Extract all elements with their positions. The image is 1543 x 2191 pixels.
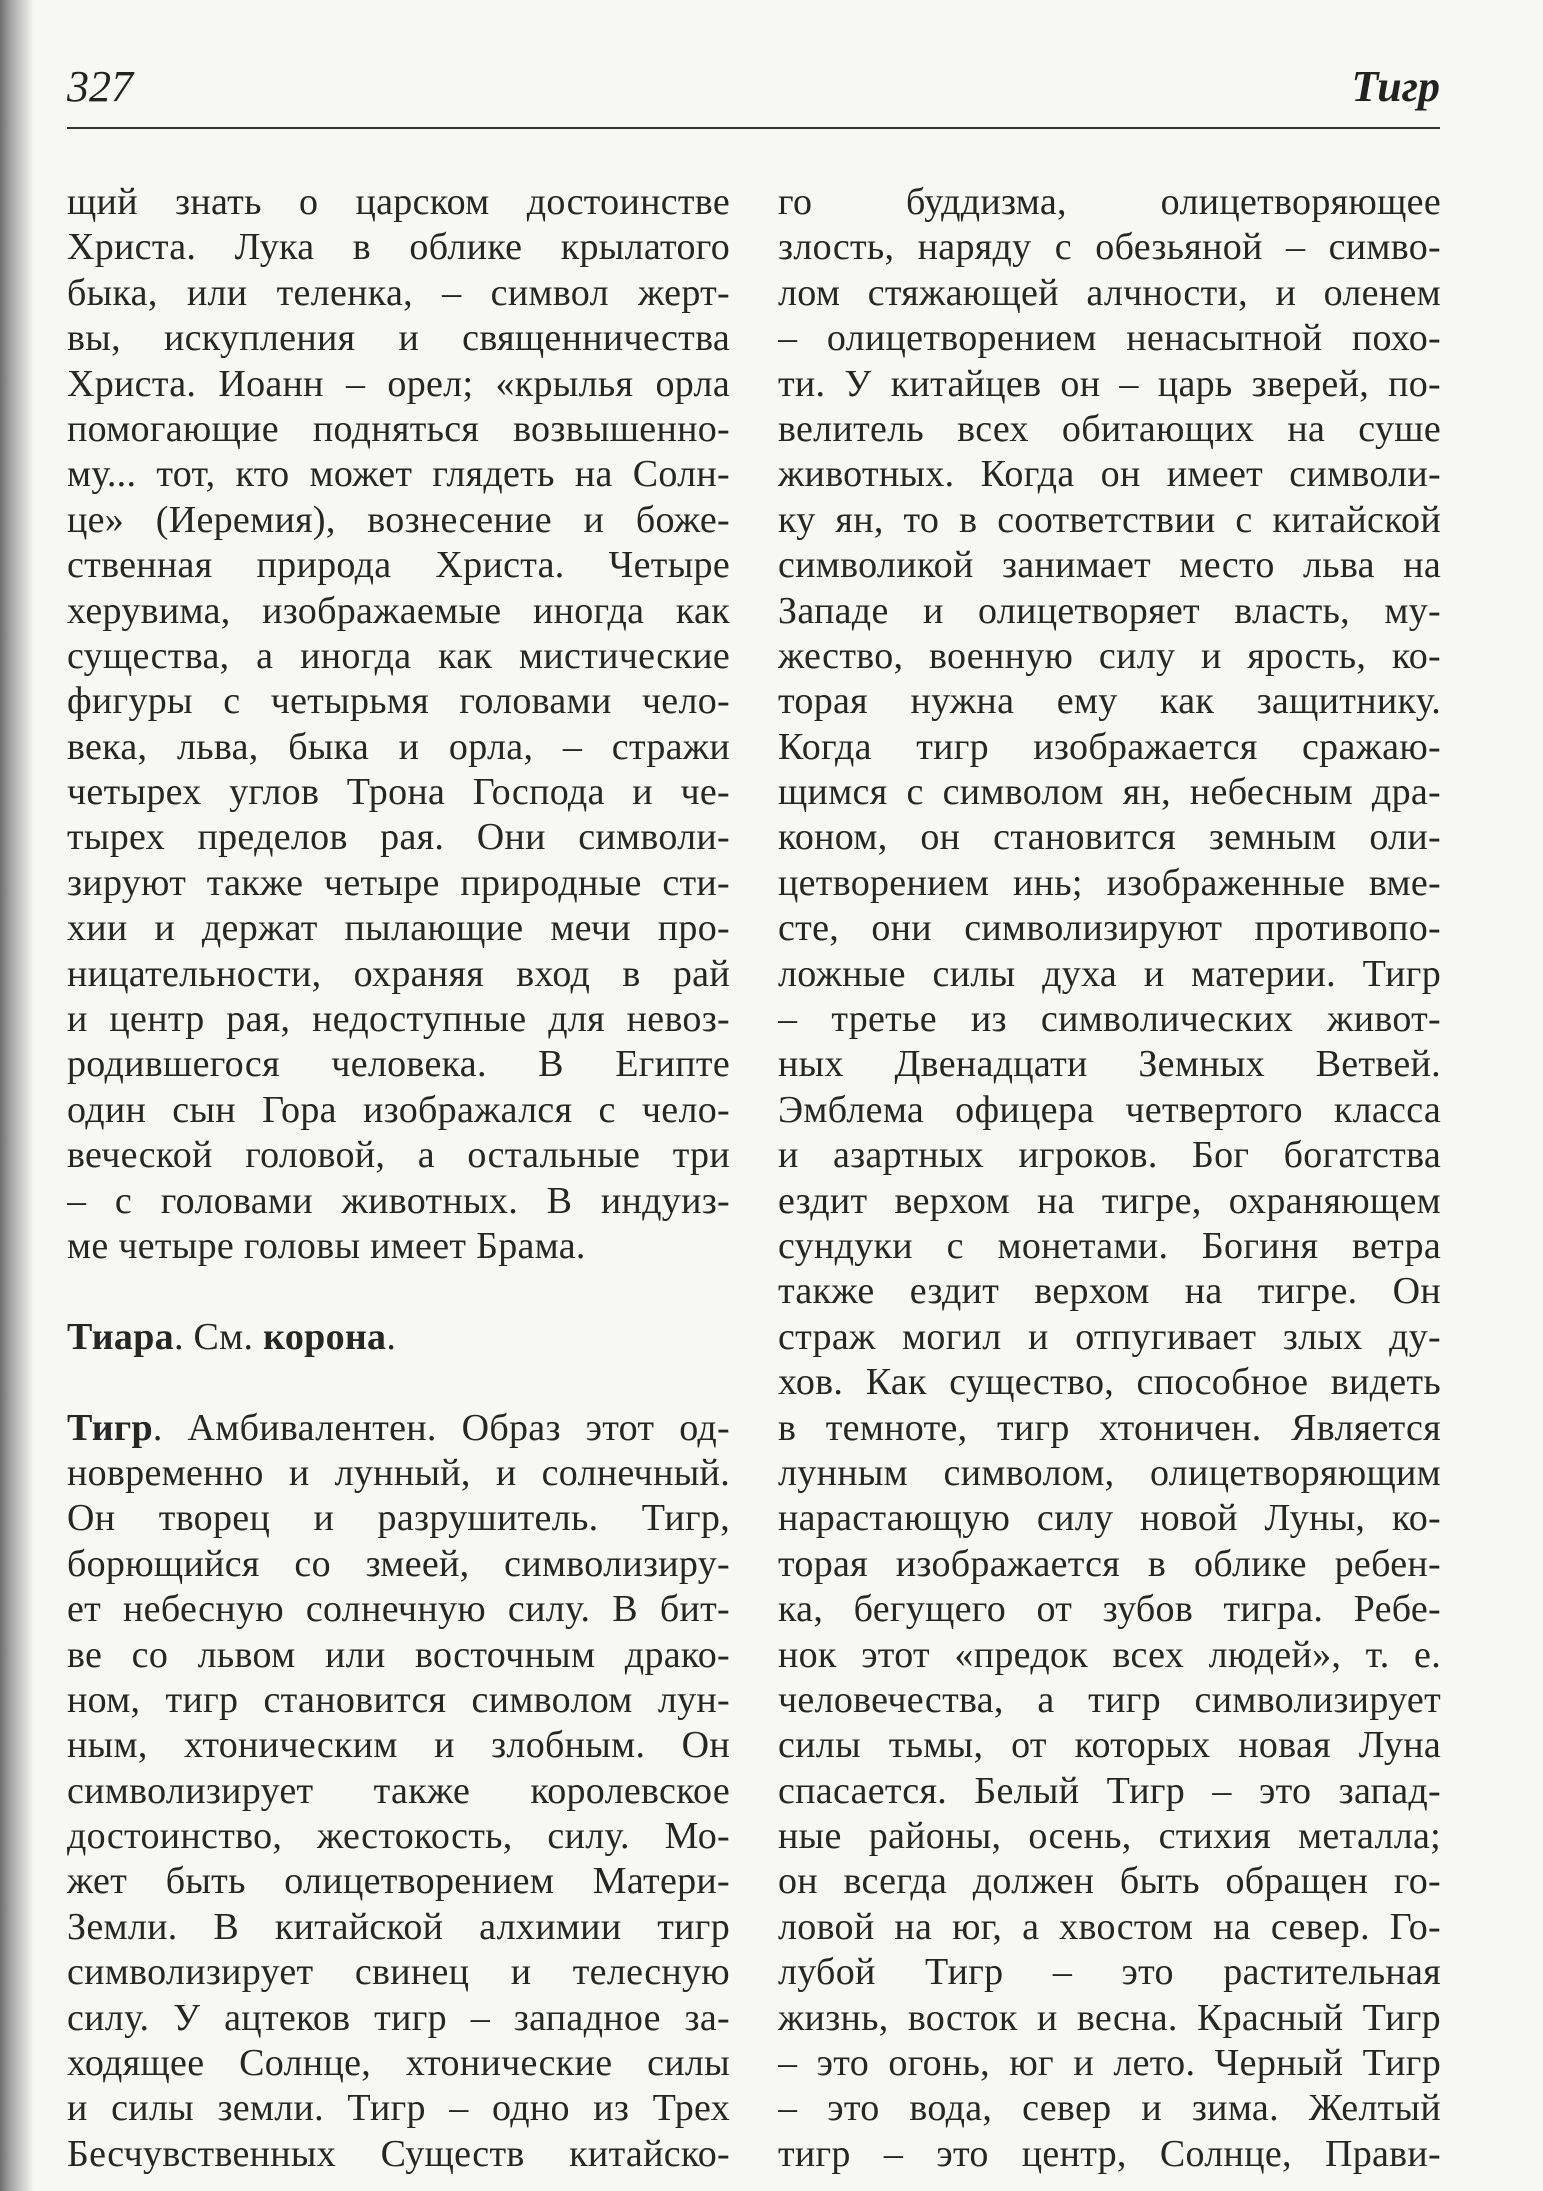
right-column xyxy=(778,180,1441,2177)
text-line: му... тот, кто может глядеть на Солн- xyxy=(67,453,730,496)
text-line: жет быть олицетворением Матери- xyxy=(67,1860,730,1903)
text-line: тырех пределов рая. Они символи- xyxy=(67,816,730,859)
entry-tigr-first-line xyxy=(67,1406,730,1451)
text-line: нок этот «предок всех людей», т. е. xyxy=(778,1633,1441,1676)
see-label: . См. xyxy=(173,1315,264,1358)
text-line: века, льва, быка и орла, – стражи xyxy=(67,725,730,768)
running-title: Тигр xyxy=(1351,62,1440,111)
text-line: спасается. Белый Тигр – это запад- xyxy=(778,1769,1441,1812)
text-line: символизирует свинец и телесную xyxy=(67,1951,730,1994)
entry-end: . xyxy=(386,1315,397,1358)
text-line: щий знать о царском достоинстве xyxy=(67,181,730,223)
text-line: фигуры с четырьмя головами чело- xyxy=(67,680,730,723)
text-line: тигр – это центр, Солнце, Прави- xyxy=(778,2132,1441,2175)
text-line: торая изображается в облике ребен- xyxy=(778,1542,1441,1585)
text-line: лунным символом, олицетворяющим xyxy=(778,1451,1441,1494)
text-line: зируют также четыре природные сти- xyxy=(67,861,730,904)
text-line: веческой головой, а остальные три xyxy=(67,1134,730,1177)
text-line: – это огонь, юг и лето. Черный Тигр xyxy=(778,2042,1441,2085)
text-line: велитель всех обитающих на суше xyxy=(778,407,1441,450)
text-line: го буддизма, олицетворяющее xyxy=(778,181,1441,223)
text-line: – это вода, север и зима. Желтый xyxy=(778,2087,1441,2130)
text-line: – олицетворением ненасытной похо- xyxy=(778,317,1441,360)
text-line: животных. Когда он имеет символи- xyxy=(778,453,1441,496)
text-line: – третье из символических живот- xyxy=(778,998,1441,1041)
text-line: щимся с символом ян, небесным дра- xyxy=(778,771,1441,814)
text-line: жизнь, восток и весна. Красный Тигр xyxy=(778,1996,1441,2039)
text-line: злость, наряду с обезьяной – симво- xyxy=(778,226,1441,269)
text-line: – с головами животных. В индуиз- xyxy=(67,1179,730,1222)
text-line: в темноте, тигр хтоничен. Является xyxy=(778,1406,1441,1449)
text-line: ходящее Солнце, хтонические силы xyxy=(67,2042,730,2085)
text-line: Когда тигр изображается сражаю- xyxy=(778,725,1441,768)
text-line: Западе и олицетворяет власть, му- xyxy=(778,589,1441,632)
text-line: ницательности, охраняя вход в рай xyxy=(67,952,730,995)
text-line: ном, тигр становится символом лун- xyxy=(67,1678,730,1721)
text-line: Эмблема офицера четвертого класса xyxy=(778,1088,1441,1131)
text-line: Бесчувственных Существ китайско- xyxy=(67,2132,730,2175)
paragraph-gap xyxy=(67,1360,730,1405)
text-line: быка, или теленка, – символ жерт- xyxy=(67,271,730,314)
cross-reference: корона xyxy=(263,1315,387,1358)
text-line: один сын Гора изображался с чело- xyxy=(67,1088,730,1131)
text-line: хов. Как существо, способное видеть xyxy=(778,1361,1441,1404)
text-line: жество, военную силу и ярость, ко- xyxy=(778,634,1441,677)
text-line: силу. У ацтеков тигр – западное за- xyxy=(67,1996,730,2039)
text-line: существа, а иногда как мистические xyxy=(67,634,730,677)
paragraph-gap xyxy=(67,1269,730,1314)
text-line: и азартных игроков. Бог богатства xyxy=(778,1134,1441,1177)
text-line: торая нужна ему как защитнику. xyxy=(778,680,1441,723)
text-line: це» (Иеремия), вознесение и боже- xyxy=(67,498,730,541)
text-line: также ездит верхом на тигре. Он xyxy=(778,1270,1441,1313)
text-line: ку ян, то в соответствии с китайской xyxy=(778,498,1441,541)
text-line: хии и держат пылающие мечи про- xyxy=(67,907,730,950)
text-line: символизирует также королевское xyxy=(67,1769,730,1812)
text-line: силы тьмы, от которых новая Луна xyxy=(778,1724,1441,1767)
text-line: ме четыре головы имеет Брама. xyxy=(67,1224,586,1267)
text-line: лубой Тигр – это растительная xyxy=(778,1951,1441,1994)
text-line: четырех углов Трона Господа и че- xyxy=(67,771,730,814)
text-line: ственная природа Христа. Четыре xyxy=(67,544,730,587)
text-line: ным, хтоническим и злобным. Он xyxy=(67,1724,730,1767)
text-line: коном, он становится земным оли- xyxy=(778,816,1441,859)
text-line: родившегося человека. В Египте xyxy=(67,1043,730,1086)
text-line: сте, они символизируют противопо- xyxy=(778,907,1441,950)
text-line: и силы земли. Тигр – одно из Трех xyxy=(67,2087,730,2130)
page-number: 327 xyxy=(67,62,133,111)
header-rule xyxy=(67,127,1440,129)
entry-term: Тиара xyxy=(67,1315,174,1358)
left-column xyxy=(67,180,730,2177)
text-line: цетворением инь; изображенные вме- xyxy=(778,861,1441,904)
text-line: ти. У китайцев он – царь зверей, по- xyxy=(778,362,1441,405)
text-line: Он творец и разрушитель. Тигр, xyxy=(67,1497,730,1540)
entry-term: Тигр xyxy=(67,1406,153,1449)
page-gutter-shadow xyxy=(0,0,34,2191)
text-line: ные районы, осень, стихия металла; xyxy=(778,1815,1441,1858)
text-line: ка, бегущего от зубов тигра. Ребе- xyxy=(778,1588,1441,1631)
text-line: ве со львом или восточным драко- xyxy=(67,1633,730,1676)
text-line: лом стяжающей алчности, и оленем xyxy=(778,271,1441,314)
text-line: ловой на юг, а хвостом на север. Го- xyxy=(778,1905,1441,1948)
text-line: помогающие подняться возвышенно- xyxy=(67,407,730,450)
text-line: ет небесную солнечную силу. В бит- xyxy=(67,1588,730,1631)
text-line: человечества, а тигр символизирует xyxy=(778,1678,1441,1721)
text-line: Земли. В китайской алхимии тигр xyxy=(67,1905,730,1948)
text-line: ных Двенадцати Земных Ветвей. xyxy=(778,1043,1441,1086)
text-line: Христа. Лука в облике крылатого xyxy=(67,226,730,269)
text-line: новременно и лунный, и солнечный. xyxy=(67,1451,730,1494)
text-line: херувима, изображаемые иногда как xyxy=(67,589,730,632)
text-line: нарастающую силу новой Луны, ко- xyxy=(778,1497,1441,1540)
text-line: ездит верхом на тигре, охраняющем xyxy=(778,1179,1441,1222)
text-line: он всегда должен быть обращен го- xyxy=(778,1860,1441,1903)
text-line: и центр рая, недоступные для невоз- xyxy=(67,998,730,1041)
text-line: вы, искупления и священничества xyxy=(67,317,730,360)
text-line: борющийся со змеей, символизиру- xyxy=(67,1542,730,1585)
text-line: достоинство, жестокость, силу. Мо- xyxy=(67,1815,730,1858)
entry-tiara xyxy=(67,1315,730,1360)
text-line: сундуки с монетами. Богиня ветра xyxy=(778,1224,1441,1267)
text-fragment: . Амбивалентен. Образ этот од- xyxy=(152,1406,730,1449)
text-line: страж могил и отпугивает злых ду- xyxy=(778,1315,1441,1358)
text-line: Христа. Иоанн – орел; «крылья орла xyxy=(67,362,730,405)
text-line: ложные силы духа и материи. Тигр xyxy=(778,952,1441,995)
text-line: символикой занимает место льва на xyxy=(778,544,1441,587)
